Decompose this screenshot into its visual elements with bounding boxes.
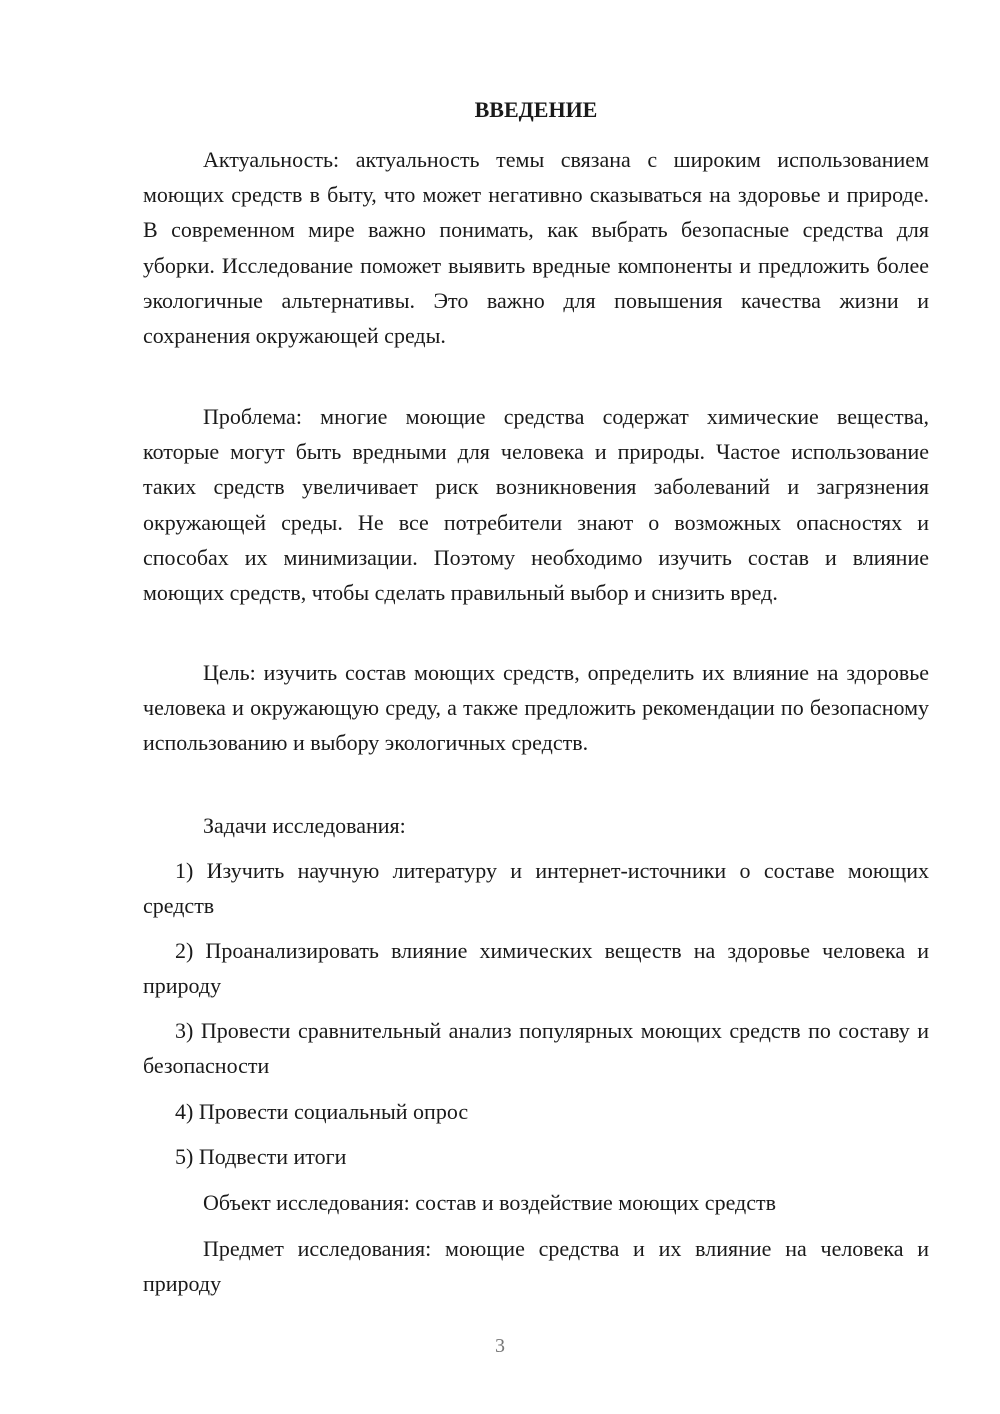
task-item-5: 5) Подвести итоги bbox=[175, 1144, 347, 1169]
task-item-1: 1) Изучить научную литературу и интернет-источники о составе моющих средств bbox=[143, 858, 929, 919]
task-item-4: 4) Провести социальный опрос bbox=[175, 1099, 469, 1124]
page-title: ВВЕДЕНИЕ bbox=[474, 97, 598, 122]
task-item-2: 2) Проанализировать влияние химических веществ на здоровье человека и природу bbox=[143, 938, 929, 999]
problem-paragraph: Проблема: многие моющие средства содержат химические вещества, которые могут быть вредными для человека и природы. Частое использование таких средств увеличивает риск возникновения заболеваний и загрязнения окружающей среды. Не все потребители знают о возможных опасностях и способах их минимизации. Поэтому необходимо изучить состав и влияние моющих средств, чтобы сделать правильный выбор и снизить вред. bbox=[143, 404, 929, 606]
tasks-heading: Задачи исследования: bbox=[203, 813, 406, 838]
goal-paragraph: Цель: изучить состав моющих средств, определить их влияние на здоровье человека и окружающую среду, а также предложить рекомендации по безопасному использованию и выбору экологичных средств. bbox=[143, 660, 929, 756]
page-number: 3 bbox=[495, 1335, 505, 1357]
task-item-3: 3) Провести сравнительный анализ популярных моющих средств по составу и безопасности bbox=[143, 1018, 929, 1079]
relevance-paragraph: Актуальность: актуальность темы связана с широким использованием моющих средств в быту, что может негативно сказываться на здоровье и природе. В современном мире важно понимать, как выбрать безопасные средства для уборки. Исследование поможет выявить вредные компоненты и предложить более экологичные альтернативы. Это важно для повышения качества жизни и сохранения окружающей среды. bbox=[143, 147, 929, 349]
research-object-paragraph: Объект исследования: состав и воздействие моющих средств bbox=[203, 1190, 776, 1215]
research-subject-paragraph: Предмет исследования: моющие средства и их влияние на человека и природу bbox=[143, 1236, 929, 1297]
